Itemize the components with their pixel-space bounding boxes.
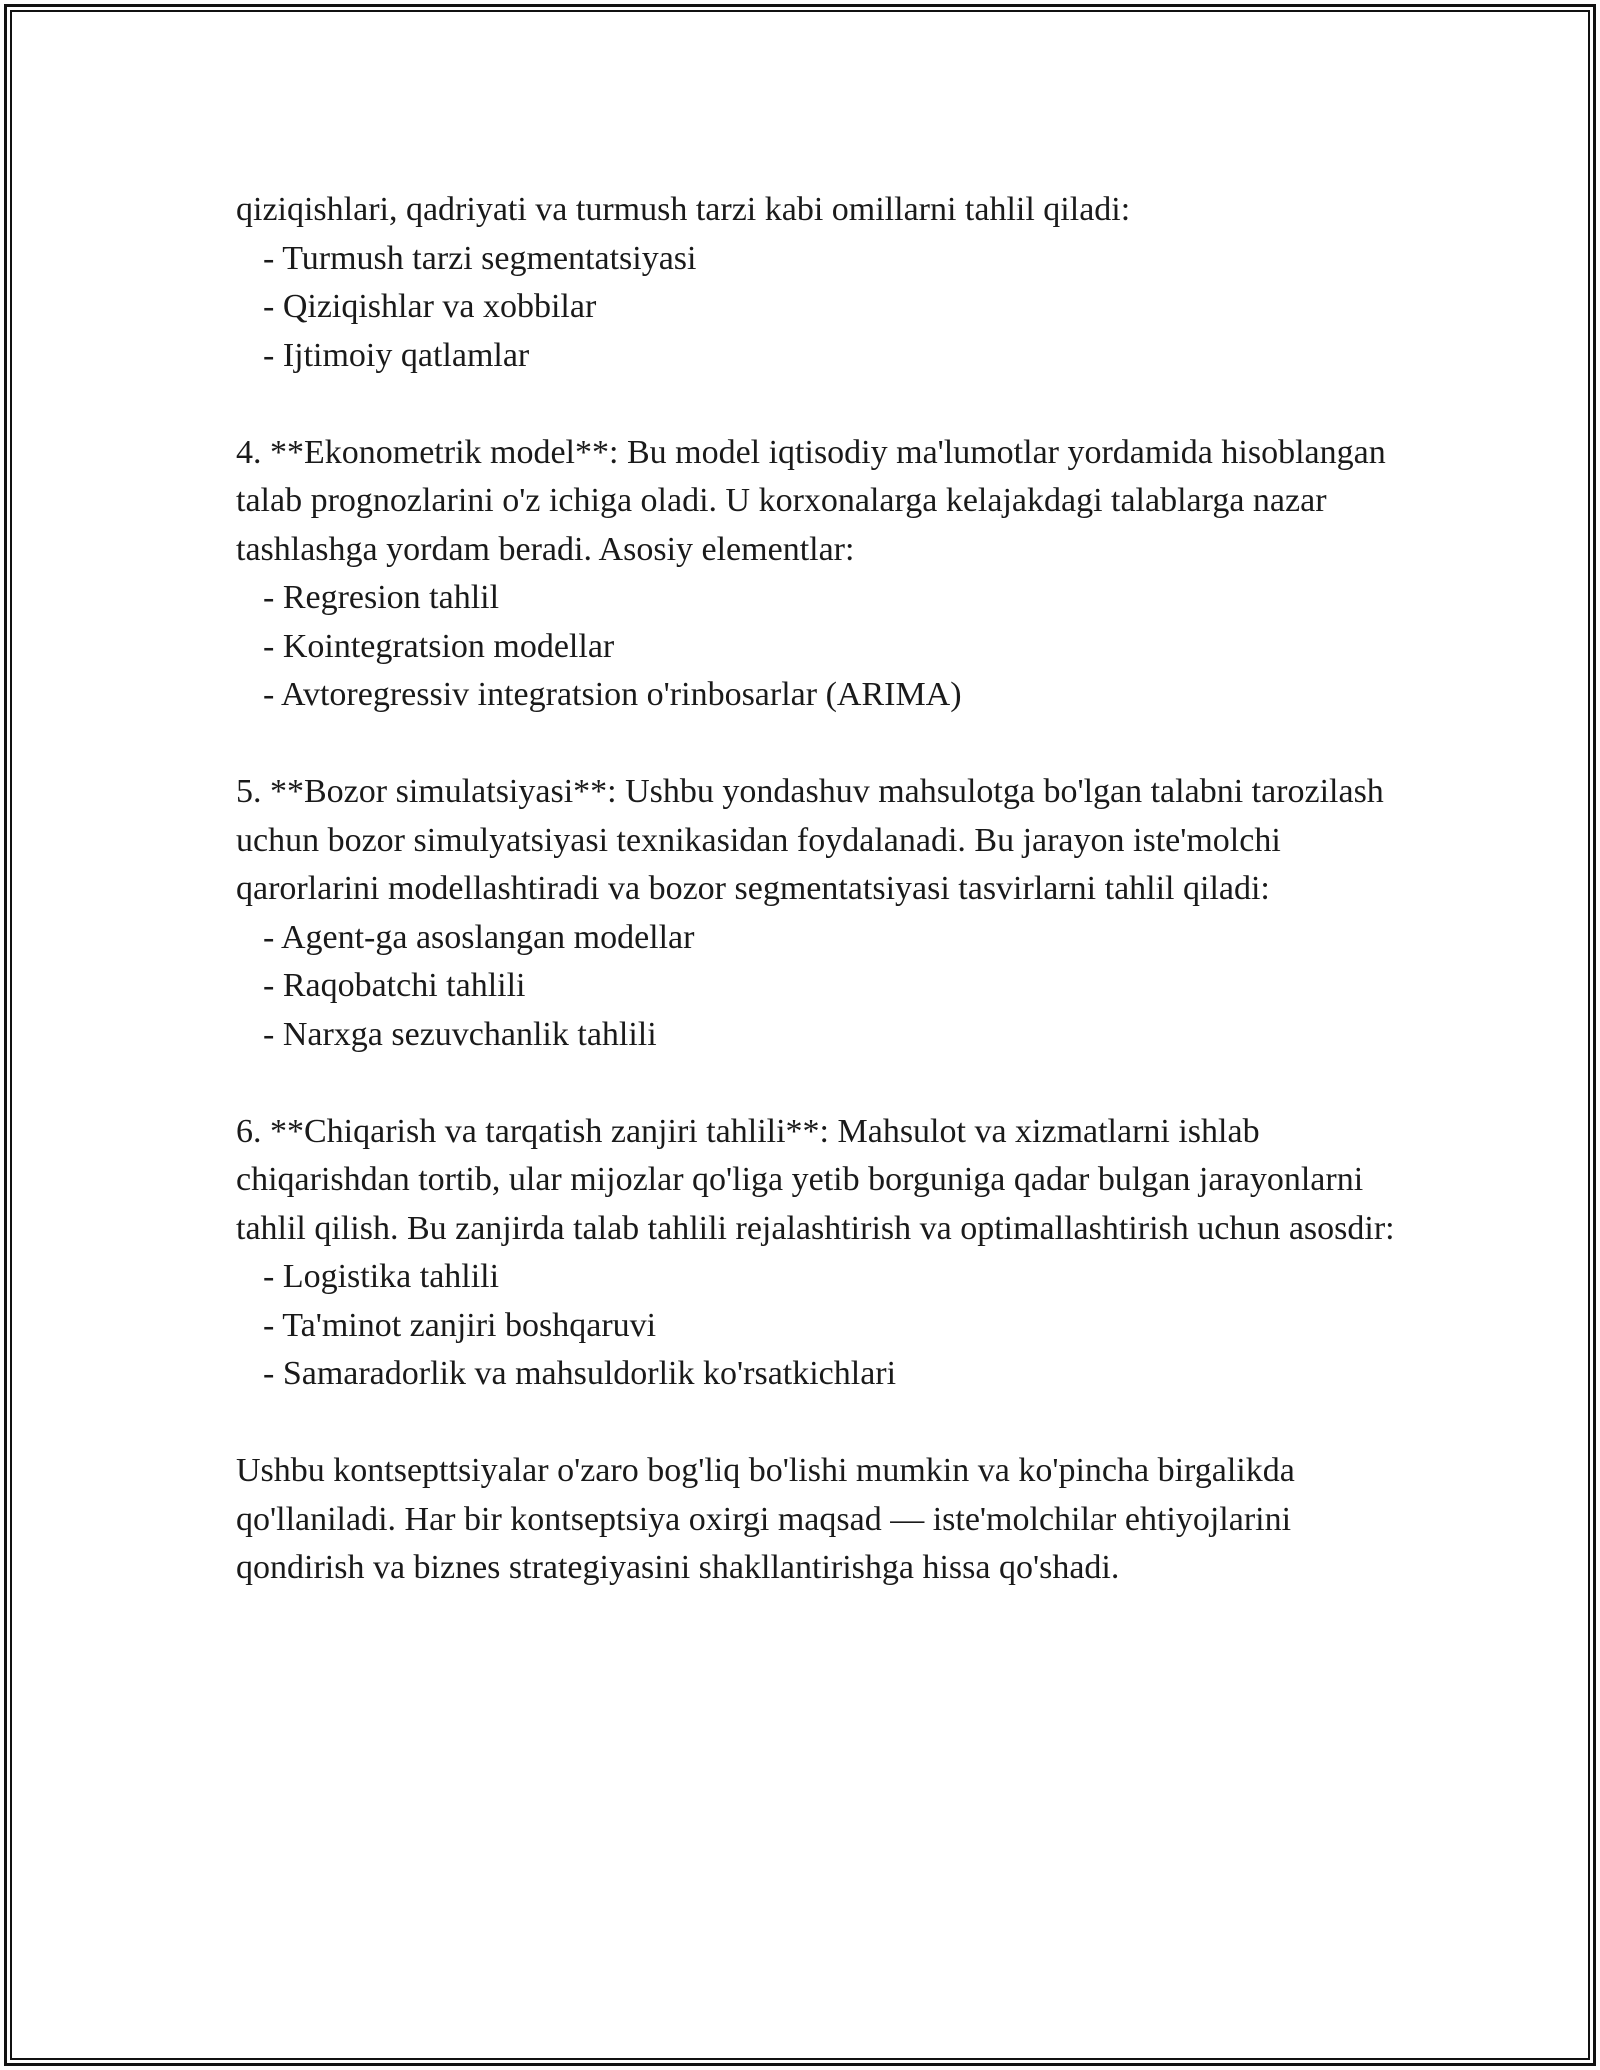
- list-item: - Logistika tahlili: [263, 1258, 500, 1295]
- list-item: - Kointegratsion modellar: [263, 627, 615, 665]
- list-item: - Regresion tahlil: [263, 579, 500, 616]
- conclusion-paragraph: Ushbu kontsepttsiyalar o'zaro bog'liq bo'lishi mumkin va ko'pincha birgalikda qo'llaniladi. Har bir kontseptsiya oxirgi maqsad — iste'molchilar ehtiyojlarini qondirish va biznes strategiyasini shakllantirishga hissa qo'shadi.: [236, 1452, 1304, 1586]
- list-item: - Narxga sezuvchanlik tahlili: [263, 1015, 657, 1053]
- list-item: - Raqobatchi tahlili: [263, 967, 526, 1004]
- list-item: - Agent-ga asoslangan modellar: [263, 918, 695, 956]
- list-item: - Qiziqishlar va xobbilar: [263, 288, 597, 325]
- section-econometric-model: [236, 429, 1396, 720]
- intro-paragraph: qiziqishlari, qadriyati va turmush tarzi kabi omillarni tahlil qiladi:: [236, 191, 1131, 228]
- section-paragraph: 4. **Ekonometrik model**: Bu model iqtisodiy ma'lumotlar yordamida hisoblangan talab prognozlarini o'z ichiga oladi. U korxonalarga kelajakdagi talablarga nazar tashlashga yordam beradi. Asosiy elementlar:: [236, 433, 1395, 568]
- intro-list: [236, 235, 1396, 381]
- section-list: [236, 1253, 1396, 1399]
- section-market-simulation: [236, 768, 1396, 1059]
- section-list: [236, 914, 1396, 1060]
- section-supply-chain: [236, 1108, 1396, 1399]
- intro-section: [236, 186, 1396, 380]
- list-item: - Avtoregressiv integratsion o'rinbosarlar (ARIMA): [263, 676, 962, 713]
- section-list: [236, 574, 1396, 720]
- list-item: - Ijtimoiy qatlamlar: [263, 336, 530, 374]
- list-item: - Ta'minot zanjiri boshqaruvi: [263, 1306, 657, 1344]
- section-paragraph: 6. **Chiqarish va tarqatish zanjiri tahlili**: Mahsulot va xizmatlarni ishlab chiqarishdan tortib, ular mijozlar qo'liga yetib borguniga qadar bulgan jarayonlarni tahlil qilish. Bu zanjirda talab tahlili rejalashtirish va optimallashtirish uchun asosdir:: [236, 1112, 1395, 1247]
- section-paragraph: 5. **Bozor simulatsiyasi**: Ushbu yondashuv mahsulotga bo'lgan talabni tarozilash uchun bozor simulyatsiyasi texnikasidan foydalanadi. Bu jarayon iste'molchi qarorlarini modellashtiradi va bozor segmentatsiyasi tasvirlarni tahlil qiladi:: [236, 773, 1393, 907]
- list-item: - Samaradorlik va mahsuldorlik ko'rsatkichlari: [263, 1355, 897, 1392]
- document-body: [236, 186, 1396, 1593]
- list-item: - Turmush tarzi segmentatsiyasi: [263, 239, 697, 277]
